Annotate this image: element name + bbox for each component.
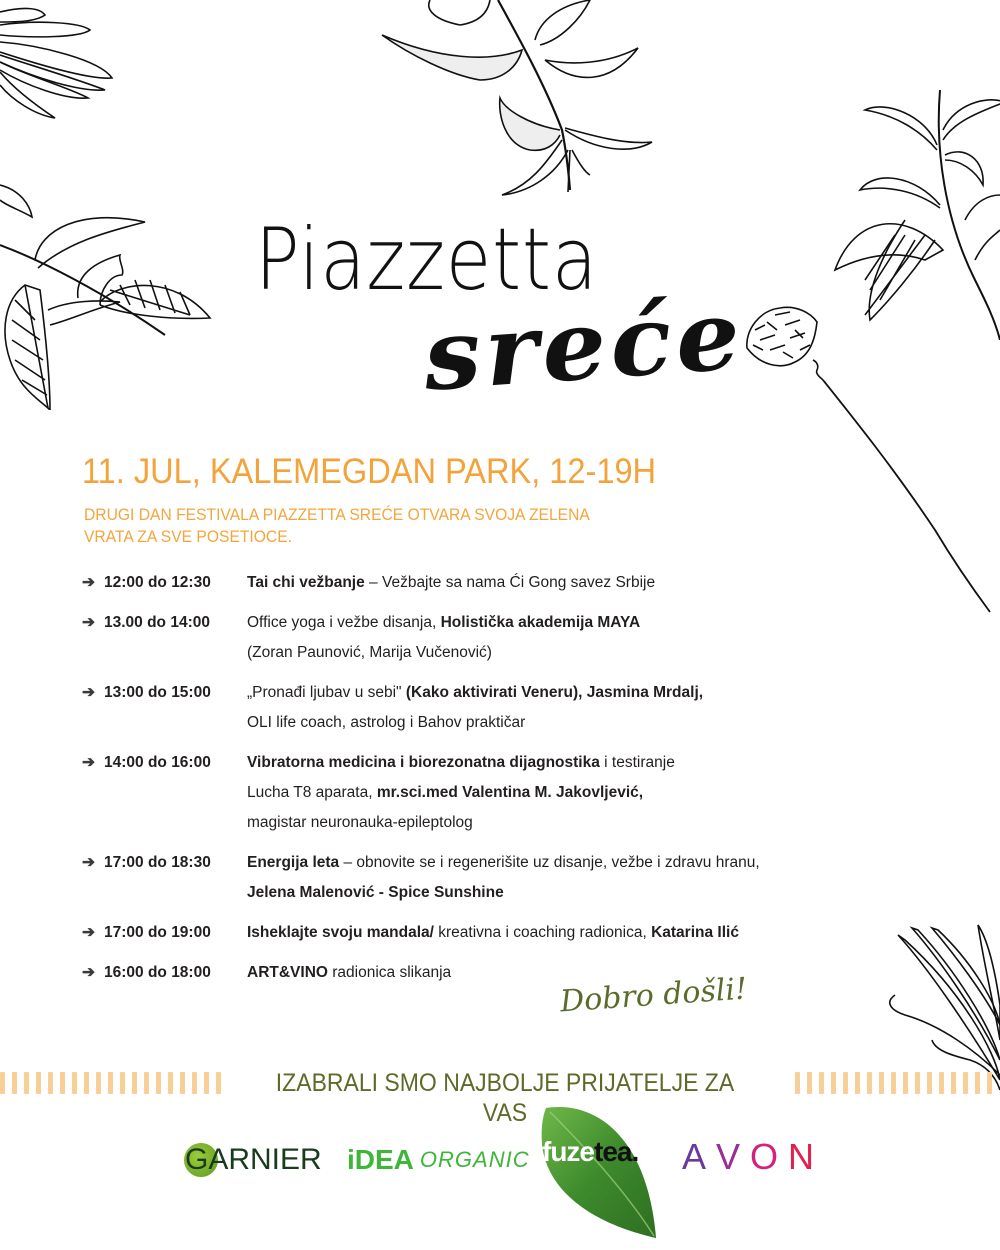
description-line: „Pronađi ljubav u sebi" (Kako aktivirati Veneru), Jasmina Mrdalj, (247, 684, 704, 701)
description-line: Tai chi vežbanje – Vežbajte sa nama Ći Gong savez Srbije (247, 574, 656, 591)
schedule-item (82, 848, 842, 908)
leaf-illustration-top-left (0, 0, 120, 125)
schedule-description (247, 958, 842, 988)
intro-line-2: VRATA ZA SVE POSETIOCE. (84, 527, 293, 546)
tea-leaf-icon (538, 1100, 660, 1240)
avon-logo: A V O N (682, 1136, 825, 1177)
schedule-description (247, 568, 842, 598)
description-line: magistar neuronauka-epileptolog (247, 814, 473, 831)
schedule-description (247, 748, 842, 838)
arrow-right-icon: ➔ (82, 854, 95, 871)
description-line: ART&VINO radionica slikanja (247, 964, 452, 981)
schedule-time: 17:00 do 18:30 (104, 854, 211, 871)
schedule-item (82, 918, 842, 948)
stripe-decoration-right (795, 1072, 992, 1094)
schedule-description (247, 918, 842, 948)
description-line: Office yoga i vežbe disanja, Holistička akademija MAYA (247, 614, 641, 631)
schedule-list (82, 568, 842, 998)
schedule-description (247, 678, 842, 738)
welcome-message: Dobro došli! (559, 971, 749, 1020)
description-line: Vibratorna medicina i biorezonatna dijagnostika i testiranje (247, 754, 675, 771)
arrow-right-icon: ➔ (82, 614, 95, 631)
schedule-item (82, 678, 842, 738)
event-date-location: 11. JUL, KALEMEGDAN PARK, 12-19H (82, 452, 657, 491)
stripe-decoration-left (0, 1072, 221, 1094)
schedule-time: 12:00 do 12:30 (104, 574, 211, 591)
arrow-right-icon: ➔ (82, 924, 95, 941)
description-line: (Zoran Paunović, Marija Vučenović) (247, 644, 492, 661)
schedule-description (247, 848, 842, 908)
arrow-right-icon: ➔ (82, 574, 95, 591)
description-line: Isheklajte svoju mandala/ kreativna i coaching radionica, Katarina Ilić (247, 924, 739, 941)
arrow-right-icon: ➔ (82, 684, 95, 701)
schedule-time: 16:00 do 18:00 (104, 964, 211, 981)
partners-banner (0, 1068, 1000, 1127)
description-line: OLI life coach, astrolog i Bahov praktičar (247, 714, 526, 731)
schedule-time: 13.00 do 14:00 (104, 614, 210, 631)
fuzetea-logo: fuzetea. (538, 1100, 660, 1240)
arrow-right-icon: ➔ (82, 754, 95, 771)
arrow-right-icon: ➔ (82, 964, 95, 981)
schedule-time: 17:00 do 19:00 (104, 924, 211, 941)
description-line: Energija leta – obnovite se i regenerišite uz disanje, vežbe i zdravu hranu, (247, 854, 760, 871)
partners-title: IZABRALI SMO NAJBOLJE PRIJATELJE ZA VAS (275, 1069, 735, 1127)
schedule-item (82, 608, 842, 668)
description-line: Lucha T8 aparata, mr.sci.med Valentina M. Jakovljević, (247, 784, 644, 801)
idea-logo-sub: ORGANIC (419, 1147, 530, 1172)
schedule-time: 13:00 do 15:00 (104, 684, 211, 701)
intro-line-1: DRUGI DAN FESTIVALA PIAZZETTA SREĆE OTVARA SVOJA ZELENA (84, 505, 590, 524)
garnier-logo: GARNIER (185, 1143, 322, 1176)
event-title: Piazzetta (255, 210, 599, 310)
idea-organic-logo (347, 1140, 530, 1180)
idea-logo-main: iDEA (347, 1144, 414, 1175)
event-intro (84, 504, 636, 548)
schedule-item (82, 748, 842, 838)
schedule-description (247, 608, 842, 668)
leaf-branch-left (0, 180, 220, 410)
schedule-item (82, 568, 842, 598)
leaf-branch-top-center (380, 0, 670, 205)
schedule-time: 14:00 do 16:00 (104, 754, 211, 771)
event-title-script: sreće (420, 277, 748, 413)
description-line: Jelena Malenović - Spice Sunshine (247, 884, 504, 901)
